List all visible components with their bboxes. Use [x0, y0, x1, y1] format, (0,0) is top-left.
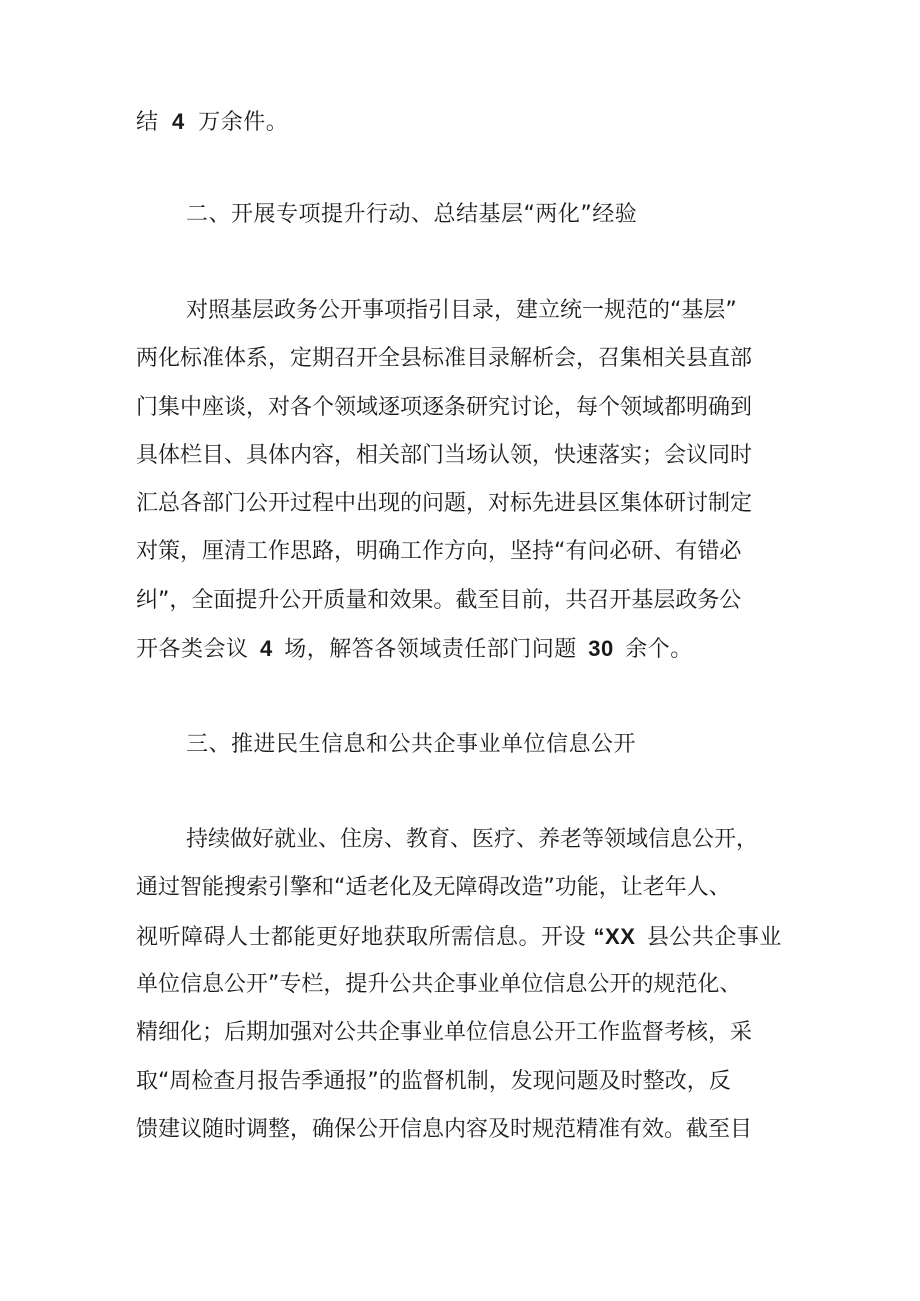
text-run: 余个。: [625, 637, 693, 662]
heading-2: 二、开展专项提升行动、总结基层“两化”经验: [186, 202, 638, 227]
paragraph-2-line-3: 门集中座谈，对各个领域逐项逐条研究讨论，每个领域都明确到: [136, 395, 753, 420]
number-run: 4: [260, 636, 273, 661]
text-run: 县公共企事业: [646, 925, 782, 950]
paragraph-2-line-4: 具体栏目、具体内容，相关部门当场认领，快速落实；会议同时: [136, 443, 753, 468]
heading-3: 三、推进民生信息和公共企事业单位信息公开: [186, 732, 637, 757]
number-run: 30: [588, 636, 614, 661]
paragraph-3-line-7: 馈建议随时调整，确保公开信息内容及时规范精准有效。截至目: [136, 1117, 753, 1142]
paragraph-2-line-2: 两化标准体系，定期召开全县标准目录解析会，召集相关县直部: [136, 346, 753, 371]
paragraph-3-line-6: 取“周检查月报告季通报”的监督机制，发现问题及时整改，反: [136, 1069, 731, 1094]
paragraph-3-line-4: 单位信息公开”专栏，提升公共企事业单位信息公开的规范化、: [136, 972, 742, 997]
paragraph-2-line-1: 对照基层政务公开事项指引目录，建立统一规范的“基层”: [186, 298, 737, 323]
paragraph-3-line-5: 精细化；后期加强对公共企事业单位信息公开工作监督考核，采: [136, 1020, 753, 1045]
number-run: “XX: [593, 924, 636, 949]
paragraph-3-line-1: 持续做好就业、住房、教育、医疗、养老等领域信息公开，: [186, 827, 759, 852]
paragraph-2-line-8: [136, 634, 693, 665]
text-run: 视听障碍人士都能更好地获取所需信息。开设: [136, 925, 587, 950]
text-run: 开各类会议: [136, 637, 249, 662]
paragraph-3-line-2: 通过智能搜索引擎和“适老化及无障碍改造”功能，让老年人、: [136, 875, 731, 900]
text-run: 场，解答各领域责任部门问题: [284, 637, 577, 662]
paragraph-1-line-1: [136, 107, 288, 138]
paragraph-2-line-5: 汇总各部门公开过程中出现的问题，对标先进县区集体研讨制定: [136, 491, 753, 516]
number-run: 4: [172, 109, 185, 134]
text-run: 结: [136, 110, 159, 135]
paragraph-2-line-7: 纠”，全面提升公开质量和效果。截至目前，共召开基层政务公: [136, 588, 742, 613]
paragraph-2-line-6: 对策，厘清工作思路，明确工作方向，坚持“有问必研、有错必: [136, 539, 742, 564]
text-run: 万余件。: [198, 110, 289, 135]
paragraph-3-line-3: [136, 922, 782, 953]
